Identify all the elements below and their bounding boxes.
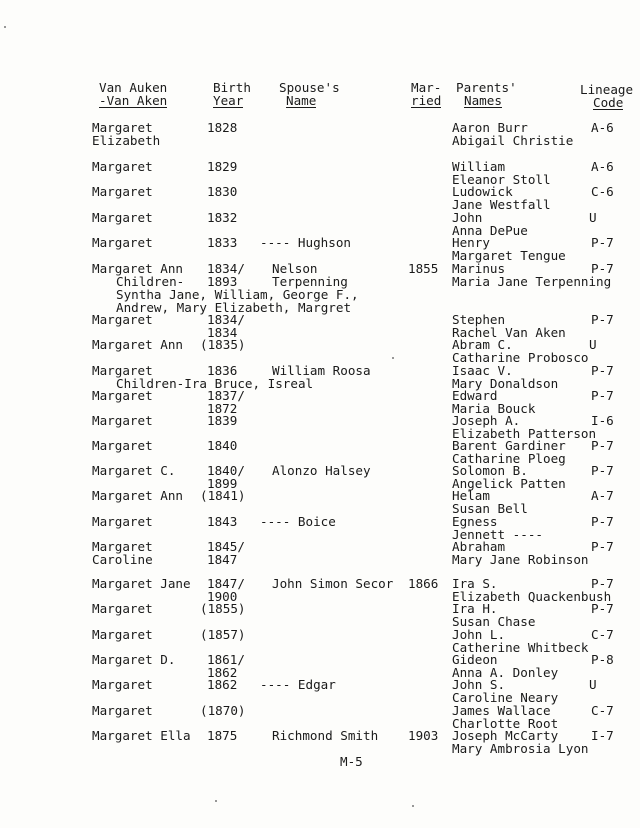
lineage-code: P-7 xyxy=(591,463,614,478)
death-year: 1893 xyxy=(207,274,238,289)
parent-father: Ira H. xyxy=(452,601,498,616)
person-name: Margaret xyxy=(92,312,153,327)
person-name: Margaret xyxy=(92,514,153,529)
parent-father: Solomon B. xyxy=(452,463,528,478)
birth-year: (1870) xyxy=(200,703,246,718)
header-birth-line2: Year xyxy=(213,93,244,108)
person-name: Margaret xyxy=(92,363,153,378)
children-note-continued: Andrew, Mary Elizabeth, Margret xyxy=(116,300,352,315)
birth-year: 1840/ xyxy=(207,463,245,478)
header-married-line2: ried xyxy=(411,93,442,108)
lineage-code: P-7 xyxy=(591,388,614,403)
page-number: M-5 xyxy=(340,754,363,769)
scan-speck xyxy=(412,805,414,807)
person-name: Margaret xyxy=(92,413,153,428)
birth-year: 1861/ xyxy=(207,652,245,667)
lineage-code: A-6 xyxy=(591,120,614,135)
lineage-code: U xyxy=(589,337,597,352)
person-name: Margaret Ann xyxy=(92,488,183,503)
birth-year: (1835) xyxy=(200,337,246,352)
person-name: Margaret Ella xyxy=(92,728,191,743)
parent-mother: Mary Donaldson xyxy=(452,376,559,391)
spouse-name: Alonzo Halsey xyxy=(272,463,371,478)
parent-father: Henry xyxy=(452,235,490,250)
spouse-name: John Simon Secor xyxy=(272,576,394,591)
lineage-code: U xyxy=(589,210,597,225)
parent-father: Isaac V. xyxy=(452,363,513,378)
birth-year: 1834/ xyxy=(207,261,245,276)
parent-father: Joseph A. xyxy=(452,413,521,428)
scan-speck xyxy=(4,26,6,28)
birth-year: (1855) xyxy=(200,601,246,616)
person-name: Margaret xyxy=(92,210,153,225)
lineage-code: P-7 xyxy=(591,601,614,616)
parent-mother: Eleanor Stoll xyxy=(452,172,551,187)
married-year: 1903 xyxy=(408,728,439,743)
parent-mother: Catharine Probosco xyxy=(452,350,589,365)
parent-father: Gideon xyxy=(452,652,498,667)
header-married-line1: Mar- xyxy=(411,80,442,95)
spouse-name: ---- Edgar xyxy=(260,677,336,692)
spouse-name: ---- Boice xyxy=(260,514,336,529)
parent-father: Stephen xyxy=(452,312,506,327)
birth-year: 1832 xyxy=(207,210,238,225)
parent-father: John xyxy=(452,210,483,225)
parent-mother: Susan Bell xyxy=(452,501,528,516)
parent-mother: Catharine Ploeg xyxy=(452,451,566,466)
parent-mother: Caroline Neary xyxy=(452,690,559,705)
person-name: Margaret xyxy=(92,438,153,453)
parent-mother: Jennett ---- xyxy=(452,527,543,542)
parent-father: Barent Gardiner xyxy=(452,438,566,453)
lineage-code: P-7 xyxy=(591,312,614,327)
lineage-code: P-7 xyxy=(591,261,614,276)
person-name: Margaret Ann xyxy=(92,337,183,352)
person-name: Margaret xyxy=(92,159,153,174)
parent-father: Helam xyxy=(452,488,490,503)
lineage-code: A-6 xyxy=(591,159,614,174)
lineage-code: P-8 xyxy=(591,652,614,667)
header-lineage-line2: Code xyxy=(593,95,624,110)
spouse-name: William Roosa xyxy=(272,363,371,378)
spouse-name: Nelson xyxy=(272,261,318,276)
person-name: Margaret Ann xyxy=(92,261,183,276)
parent-father: Joseph McCarty xyxy=(452,728,559,743)
married-year: 1866 xyxy=(408,576,439,591)
parent-mother: Elizabeth Patterson xyxy=(452,426,597,441)
header-parents-line2: Names xyxy=(464,93,502,108)
lineage-code: C-6 xyxy=(591,184,614,199)
parent-father: James Wallace xyxy=(452,703,551,718)
lineage-code: P-7 xyxy=(591,514,614,529)
header-birth-line1: Birth xyxy=(213,80,251,95)
death-year: 1900 xyxy=(207,589,238,604)
scan-speck xyxy=(215,800,217,802)
lineage-code: A-7 xyxy=(591,488,614,503)
parent-mother: Jane Westfall xyxy=(452,197,551,212)
birth-year: 1834/ xyxy=(207,312,245,327)
parent-father: John S. xyxy=(452,677,506,692)
parent-mother: Catherine Whitbeck xyxy=(452,640,589,655)
parent-father: John L. xyxy=(452,627,506,642)
lineage-code: U xyxy=(589,677,597,692)
parent-father: William xyxy=(452,159,506,174)
birth-year: 1840 xyxy=(207,438,238,453)
parent-mother: Abigail Christie xyxy=(452,133,574,148)
parent-father: Ira S. xyxy=(452,576,498,591)
lineage-code: P-7 xyxy=(591,438,614,453)
person-name: Margaret xyxy=(92,235,153,250)
person-name: Margaret xyxy=(92,703,153,718)
header-spouse-line2: Name xyxy=(286,93,317,108)
person-name: Margaret xyxy=(92,677,153,692)
person-name: Margaret D. xyxy=(92,652,176,667)
lineage-code: P-7 xyxy=(591,235,614,250)
parent-mother: Anna A. Donley xyxy=(452,665,559,680)
parent-father: Abram C. xyxy=(452,337,513,352)
person-name: Margaret C. xyxy=(92,463,176,478)
birth-year: 1843 xyxy=(207,514,238,529)
lineage-code: P-7 xyxy=(591,576,614,591)
birth-year: 1847/ xyxy=(207,576,245,591)
birth-year: 1875 xyxy=(207,728,238,743)
scan-speck xyxy=(392,357,394,359)
birth-year: 1839 xyxy=(207,413,238,428)
parent-mother: Mary Jane Robinson xyxy=(452,552,589,567)
birth-year: 1829 xyxy=(207,159,238,174)
parent-father: Aaron Burr xyxy=(452,120,528,135)
spouse-name: Richmond Smith xyxy=(272,728,379,743)
parent-father: Marinus xyxy=(452,261,506,276)
parent-mother: Margaret Tengue xyxy=(452,248,566,263)
death-year: 1872 xyxy=(207,401,238,416)
birth-year: 1862 xyxy=(207,677,238,692)
person-name: Margaret xyxy=(92,601,153,616)
parent-father: Ludowick xyxy=(452,184,513,199)
spouse-name: ---- Hughson xyxy=(260,235,351,250)
person-name-continued: Children-Ira Bruce, Isreal xyxy=(116,376,314,391)
parent-mother: Maria Bouck xyxy=(452,401,536,416)
parent-mother: Anna DePue xyxy=(452,223,528,238)
birth-year: (1841) xyxy=(200,488,246,503)
married-year: 1855 xyxy=(408,261,439,276)
death-year: 1862 xyxy=(207,665,238,680)
parent-father: Abraham xyxy=(452,539,506,554)
parent-father: Edward xyxy=(452,388,498,403)
header-name-line2: -Van Aken xyxy=(99,93,168,108)
birth-year: 1845/ xyxy=(207,539,245,554)
person-name: Margaret Jane xyxy=(92,576,191,591)
lineage-code: P-7 xyxy=(591,539,614,554)
parent-mother: Angelick Patten xyxy=(452,476,566,491)
parent-mother: Charlotte Root xyxy=(452,716,559,731)
parent-mother: Maria Jane Terpenning xyxy=(452,274,612,289)
person-name-continued: Caroline xyxy=(92,552,153,567)
death-year: 1834 xyxy=(207,325,238,340)
birth-year: (1857) xyxy=(200,627,246,642)
birth-year: 1836 xyxy=(207,363,238,378)
children-note: Syntha Jane, William, George F., xyxy=(116,287,359,302)
death-year: 1899 xyxy=(207,476,238,491)
parent-mother: Susan Chase xyxy=(452,614,536,629)
birth-year: 1828 xyxy=(207,120,238,135)
person-name: Margaret xyxy=(92,539,153,554)
lineage-code: I-6 xyxy=(591,413,614,428)
header-name-line1: Van Auken xyxy=(99,80,168,95)
lineage-code: C-7 xyxy=(591,627,614,642)
person-name-continued: Children- xyxy=(116,274,185,289)
parent-mother: Rachel Van Aken xyxy=(452,325,566,340)
person-name: Margaret xyxy=(92,120,153,135)
birth-year: 1830 xyxy=(207,184,238,199)
header-spouse-line1: Spouse's xyxy=(279,80,340,95)
person-name: Margaret xyxy=(92,627,153,642)
person-name: Margaret xyxy=(92,388,153,403)
death-year: 1847 xyxy=(207,552,238,567)
parent-mother: Elizabeth Quackenbush xyxy=(452,589,612,604)
birth-year: 1837/ xyxy=(207,388,245,403)
lineage-code: C-7 xyxy=(591,703,614,718)
parent-father: Egness xyxy=(452,514,498,529)
header-parents-line1: Parents' xyxy=(456,80,517,95)
person-name: Margaret xyxy=(92,184,153,199)
spouse-name-continued: Terpenning xyxy=(272,274,348,289)
birth-year: 1833 xyxy=(207,235,238,250)
lineage-code: P-7 xyxy=(591,363,614,378)
lineage-code: I-7 xyxy=(591,728,614,743)
header-lineage-line1: Lineage xyxy=(580,82,634,97)
parent-mother: Mary Ambrosia Lyon xyxy=(452,741,589,756)
person-name-continued: Elizabeth xyxy=(92,133,161,148)
